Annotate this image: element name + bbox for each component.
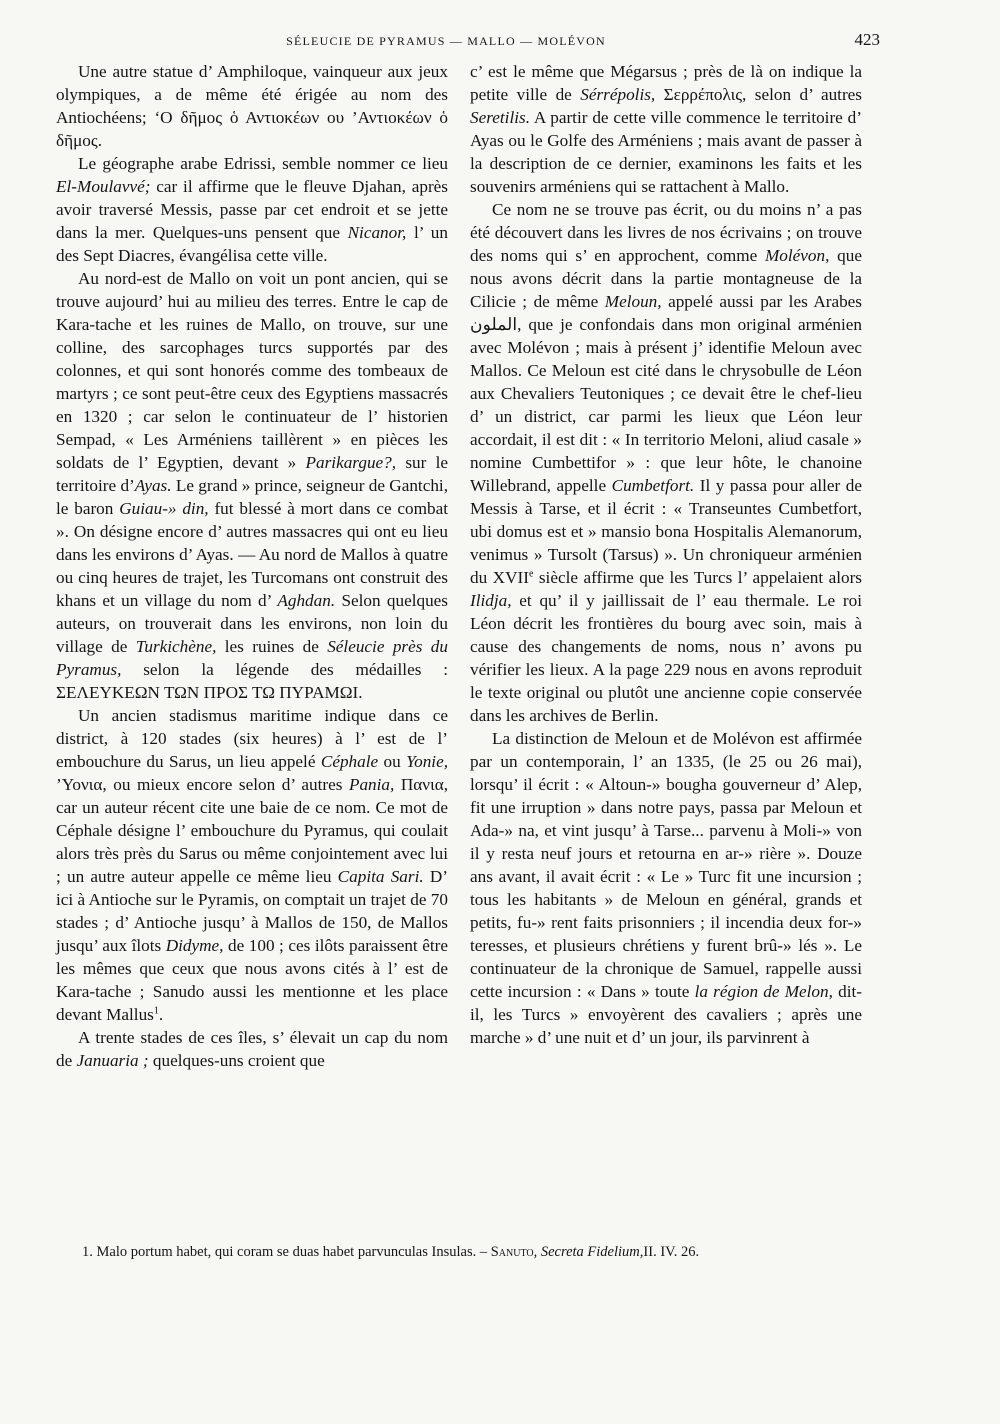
- paragraph: Une autre statue d’ Amphiloque, vainqueur aux jeux olympiques, a de même été érigée au nom des Antiochéens; ‘Ο δῆμος ὁ Αντιοκέων ου ’Αντιοκέων ὁ δῆμος.: [56, 62, 448, 150]
- right-column: [470, 60, 862, 1049]
- footnote: 1. Malo portum habet, qui coram se duas habet parvunculas Insulas. – Sanuto, Secreta Fidelium,II. IV. 26.: [82, 1244, 700, 1260]
- footnote-marker: 1: [153, 1005, 159, 1017]
- paragraph: Un ancien stadismus maritime indique dans ce district, à 120 stades (six heures) à l’ est de l’ embouchure du Sarus, un lieu appelé Céphale ou Yonie, ’Υονια, ou mieux encore selon d’ autres Pania, Πανια, car un auteur récent cite une baie de ce nom. Ce mot de Céphale désigne l’ embouchure du Pyramus, qui coulait alors très près du Sarus ou même conjointement avec lui ; un autre auteur appelle ce même lieu Capita Sari. D’ ici à Antioche sur le Pyramis, on comptait un trajet de 70 stades ; d’ Antioche jusqu’ à Mallos de 150, de Mallos jusqu’ aux îlots Didyme, de 100 ; ces ilôts paraissent être les mêmes que ceux que nous avons cités à l’ est de Kara-tache ; Sanudo aussi les mentionne et les place devant Mallus$^1$.: [56, 706, 449, 1024]
- paragraph: Au nord-est de Mallo on voit un pont ancien, qui se trouve aujourd’ hui au milieu des terres. Entre le cap de Kara-tache et les ruines de Mallo, on trouve, sur une colline, des sarcophages turcs supportés par des colonnes, et qui sont honorés comme des tombeaux de martyrs ; ce sont peut-être ceux des Egyptiens massacrés en 1320 ; car selon le continuateur de l’ historien Sempad, « Les Arméniens taillèrent » en pièces les soldats de l’ Egyptien, devant » Parikargue?, sur le territoire d’Ayas. Le grand » prince, seigneur de Gantchi, le baron Guiau-» din, fut blessé à mort dans ce combat ». On désigne encore d’ autres massacres qui ont eu lieu dans les environs d’ Ayas. — Au nord de Mallos à quatre ou cinq heures de trajet, les Turcomans ont construit des khans et un village du nom d’ Aghdan. Selon quelques auteurs, on trouverait dans les environs, non loin du village de Turkichène, les ruines de Séleucie près du Pyramus, selon la légende des médailles : ΣΕΛΕΥΚΕΩΝ ΤΩΝ ΠΡΟΣ ΤΩ ΠΥΡΑΜΩΙ.: [56, 269, 448, 702]
- running-head: SÉLEUCIE DE PYRAMUS — MALLO — MOLÉVON: [286, 34, 606, 48]
- paragraph: A trente stades de ces îles, s’ élevait un cap du nom de Januaria ; quelques-uns croient que: [56, 1028, 448, 1070]
- arabic-name: الملون: [470, 315, 518, 334]
- paragraph: c’ est le même que Mégarsus ; près de là on indique la petite ville de Sérrépolis, Σερρέπολις, selon d’ autres Seretilis. A partir de cette ville commence le territoire d’ Ayas ou le Golfe des Arméniens ; mais avant de passer à la description de ce dernier, examinons les faits et les souvenirs arméniens qui se rattachent à Mallo.: [470, 62, 863, 196]
- left-column: [56, 60, 448, 1072]
- paragraph: Le géographe arabe Edrissi, semble nommer ce lieu El-Moulavvé; car il affirme que le fleuve Djahan, après avoir traversé Messis, passe par cet endroit et se jette dans la mer. Quelques-uns pensent que Nicanor, l’ un des Sept Diacres, évangélisa cette ville.: [56, 154, 448, 265]
- paragraph: Ce nom ne se trouve pas écrit, ou du moins n’ a pas été découvert dans les livres de nos écrivains ; on trouve des noms qui s’ en approchent, comme Molévon, que nous avons décrit dans la partie montagneuse de la Cilicie ; de même Meloun, appelé aussi par les Arabes الملون, que je confondais dans mon original arménien avec Molévon ; mais à présent j’ identifie Meloun avec Mallos. Ce Meloun est cité dans le chrysobulle de Léon aux Chevaliers Teutoniques ; ce devait être le chef-lieu d’ un district, car parmi les lieux que Léon leur accordait, il est dit : « In territorio Meloni, aliud casale » nomine Cumbettifor » : que leur hôte, le chanoine Willebrand, appelle Cumbetfort. Il y passa pour aller de Messis à Tarse, et il écrit : « Transeuntes Cumbetfort, ubi domus est et » mansio bona Hospitalis Alemanorum, venimus » Tursolt (Tarsus) ». Un chroniqueur arménien du XVIIe siècle affirme que les Turcs l’ appelaient alors Ilidja, et qu’ il y jaillissait de l’ eau thermale. Le roi Léon décrit les frontières du bourg avec soin, mais à cause des changements de noms, nous n’ avons pu vérifier les lieux. A la page 229 nous en avons reproduit le texte original ou plutôt une ancienne copie conservée dans les archives de Berlin.: [470, 200, 862, 725]
- page-number: 423: [854, 30, 880, 49]
- page-header: [56, 30, 880, 54]
- paragraph: La distinction de Meloun et de Molévon est affirmée par un contemporain, l’ an 1335, (le 25 ou 26 mai), lorsqu’ il écrit : « Altoun-» bougha gouverneur d’ Alep, fit une irruption » dans notre pays, passa par Meloun et Ada-» na, et vint jusqu’ à Tarse... parvenu à Moli-» von il y resta neuf jours et retourna en ar-» rière ». Douze ans avant, il avait écrit : « Le » Turc fit une incursion ; tous les habitants » de Meloun en général, grands et petits, fu-» rent faits prisonniers ; il incendia deux for-» teresses, et plusieurs chrétiens y furent brû-» lés ». Le continuateur de la chronique de Samuel, rappelle aussi cette incursion : « Dans » toute la région de Melon, dit-il, les Turcs » envoyèrent des cavaliers ; après une marche » d’ une nuit et d’ un jour, ils parvinrent à: [470, 729, 862, 1047]
